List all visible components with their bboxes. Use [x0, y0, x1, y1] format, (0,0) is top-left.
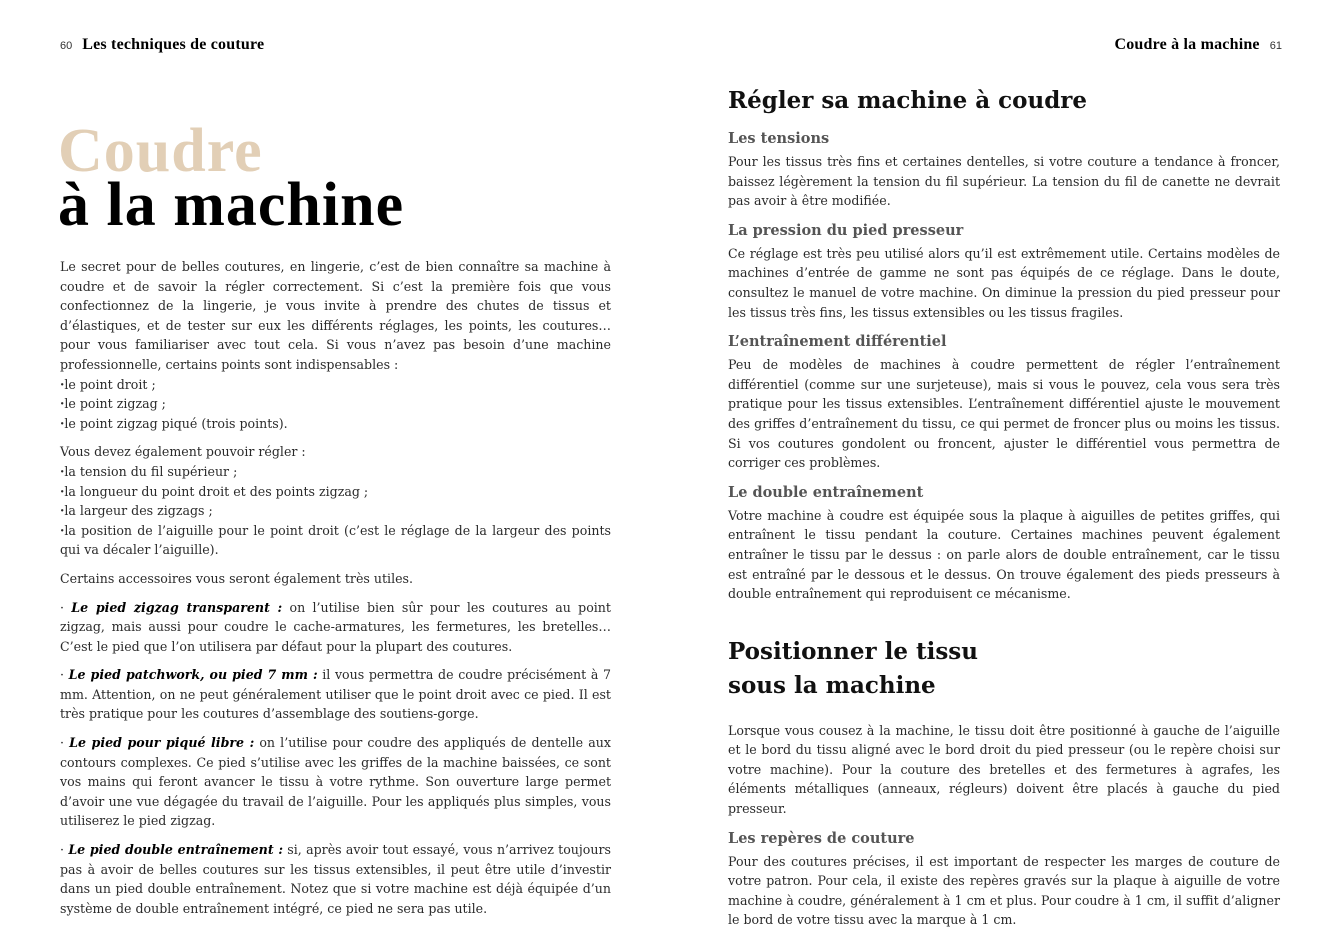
- subsection-text: Pour des coutures précises, il est important de respecter les marges de couture de votre patron. Pour cela, il existe des repères gravés sur la plaque à aiguille de votre machine à coudre, généralement à 1 cm et plus. Pour coudre à 1 cm, il suffit d’aligner le bord de votre tissu avec la marque à 1 cm.: [728, 853, 1280, 928]
- list-item: · la largeur des zigzags ;: [60, 501, 611, 521]
- section-title: [728, 635, 1280, 703]
- list-item: · la longueur du point droit et des points zigzag ;: [60, 482, 611, 502]
- running-head-title: Coudre à la machine: [1114, 36, 1260, 53]
- chapter-title-line2: à la machine: [58, 171, 405, 239]
- settings-list: [60, 462, 611, 560]
- running-head-right: [1114, 36, 1282, 54]
- accessory-item: · Le pied zigzag transparent : on l’utilise bien sûr pour les coutures au point zigzag, mais aussi pour coudre le cache-armatures, les fermetures, les bretelles… C’est le pied que l’on utilisera par défaut pour la plupart des coutures.: [60, 599, 611, 654]
- subsection-text: Pour les tissus très fins et certaines dentelles, si votre couture a tendance à froncer, baissez légèrement la tension du fil supérieur. La tension du fil de canette ne devrait pas avoir à être modifiée.: [728, 154, 1280, 209]
- accessory-text: si, après avoir tout essayé, vous n’arrivez toujours pas à avoir de belles coutures sur les tissus extensibles, il peut être utile d’investir dans un pied double entraînement. Notez que si votre machine est déjà équipée d’un système de double entraînement intégré, ce pied ne sera pas utile.: [60, 842, 611, 916]
- subsection-text: Votre machine à coudre est équipée sous la plaque à aiguilles de petites griffes, qui entraînent le tissu pendant la couture. Certaines machines peuvent également entraîner le tissu par le dessus : on parle alors de double entraînement, car le tissu est entraîné par le dessous et le dessus. On trouve également des pieds presseurs à double entraînement qui reproduisent ce mécanisme.: [728, 507, 1280, 602]
- accessory-text: il vous permettra de coudre précisément à 7 mm. Attention, on ne peut généralement utiliser que le point droit avec ce pied. Il est très pratique pour les coutures d’assemblage des soutiens-gorge.: [60, 667, 611, 722]
- accessory-item: · Le pied patchwork, ou pied 7 mm : il vous permettra de coudre précisément à 7 mm. Attention, on ne peut généralement utiliser que le point droit avec ce pied. Il est très pratique pour les coutures d’assemblage des soutiens-gorge.: [60, 667, 611, 722]
- subsection-heading: Le double entraînement: [728, 483, 924, 501]
- section-title-line1: Positionner le tissu: [728, 637, 978, 665]
- accessory-name: Le pied double entraînement :: [68, 842, 283, 858]
- subsection-heading: La pression du pied presseur: [728, 221, 964, 239]
- subsection-text: Peu de modèles de machines à coudre permettent de régler l’entraînement différentiel (comme sur une surjeteuse), mais si vous le pouvez, cela vous sera très pratique pour les tissus extensibles. L’entraînement différentiel ajuste le mouvement des griffes d’entraînement du tissu, ce qui permet de froncer plus ou moins les tissus. Si vos coutures gondolent ou froncent, ajuster le différentiel vous permettra de corriger ces problèmes.: [728, 357, 1280, 471]
- right-column-body: [728, 84, 1280, 939]
- points-list: [60, 375, 611, 434]
- list-item: · le point droit ;: [60, 375, 611, 395]
- accessory-name: Le pied patchwork, ou pied 7 mm :: [68, 667, 318, 683]
- running-head-title: Les techniques de couture: [82, 36, 265, 53]
- page-number: 61: [1269, 40, 1282, 52]
- settings-intro: Vous devez également pouvoir régler :: [60, 444, 306, 460]
- left-column-body: [60, 257, 611, 927]
- page-number: 60: [60, 40, 73, 52]
- list-item: · la tension du fil supérieur ;: [60, 462, 611, 482]
- accessory-text: on l’utilise pour coudre des appliqués de dentelle aux contours complexes. Ce pied s’utilise avec les griffes de la machine baissées, ce sont vos mains qui feront avancer le tissu à votre rythme. Son ouverture large permet d’avoir une vue dégagée du travail de l’aiguille. Pour les appliqués plus simples, vous utiliserez le pied zigzag.: [60, 735, 611, 829]
- chapter-title: [58, 117, 405, 239]
- section-intro: Lorsque vous cousez à la machine, le tissu doit être positionné à gauche de l’aiguille et le bord du tissu aligné avec le bord droit du pied presseur (ou le repère choisi sur votre machine). Pour la couture des bretelles et des fermetures à agrafes, les éléments métalliques (anneaux, régleurs) doivent être placés à gauche du pied presseur.: [728, 722, 1280, 817]
- subsection-heading: Les repères de couture: [728, 829, 915, 847]
- subsection-text: Ce réglage est très peu utilisé alors qu’il est extrêmement utile. Certains modèles de machines d’entrée de gamme ne sont pas équipés de ce réglage. Dans le doute, consultez le manuel de votre machine. On diminue la pression du pied presseur pour les tissus très fins, les tissus extensibles ou les tissus fragiles.: [728, 245, 1280, 320]
- accessory-item: · Le pied pour piqué libre : on l’utilise pour coudre des appliqués de dentelle aux contours complexes. Ce pied s’utilise avec les griffes de la machine baissées, ce sont vos mains qui feront avancer le tissu à votre rythme. Son ouverture large permet d’avoir une vue dégagée du travail de l’aiguille. Pour les appliqués plus simples, vous utiliserez le pied zigzag.: [60, 735, 611, 829]
- subsection-heading: Les tensions: [728, 130, 830, 147]
- chapter-title-line1: Coudre: [58, 117, 263, 185]
- section-spacer: [728, 613, 1280, 635]
- accessories-intro: Certains accessoires vous seront également très utiles.: [60, 570, 414, 586]
- section-title: Régler sa machine à coudre: [728, 87, 1088, 114]
- list-item: · le point zigzag piqué (trois points).: [60, 414, 611, 434]
- subsection-heading: L’entraînement différentiel: [728, 333, 947, 351]
- list-item: · le point zigzag ;: [60, 394, 611, 414]
- running-head-left: [60, 36, 264, 54]
- list-item: · la position de l’aiguille pour le point droit (c’est le réglage de la largeur des points qui va décaler l’aiguille).: [60, 521, 611, 560]
- accessory-name: Le pied pour piqué libre :: [69, 735, 255, 751]
- right-page: [669, 0, 1338, 944]
- accessory-item: · Le pied double entraînement : si, après avoir tout essayé, vous n’arrivez toujours pas à avoir de belles coutures sur les tissus extensibles, il peut être utile d’investir dans un pied double entraînement. Notez que si votre machine est déjà équipée d’un système de double entraînement intégré, ce pied ne sera pas utile.: [60, 842, 611, 916]
- section-title-line2: sous la machine: [728, 671, 936, 699]
- intro-paragraph: Le secret pour de belles coutures, en lingerie, c’est de bien connaître sa machine à coudre et de savoir la régler correctement. Si c’est la première fois que vous confectionnez de la lingerie, je vous invite à prendre des chutes de tissus et d’élastiques, et de tester sur eux les différents réglages, les points, les coutures… pour vous familiariser avec tout cela. Si vous n’avez pas besoin d’une machine professionnelle, certains points sont indispensables :: [60, 259, 611, 372]
- accessory-text: on l’utilise bien sûr pour les coutures au point zigzag, mais aussi pour coudre le cache-armatures, les fermetures, les bretelles… C’est le pied que l’on utilisera par défaut pour la plupart des coutures.: [60, 599, 611, 654]
- accessory-name: Le pied zigzag transparent :: [71, 599, 283, 615]
